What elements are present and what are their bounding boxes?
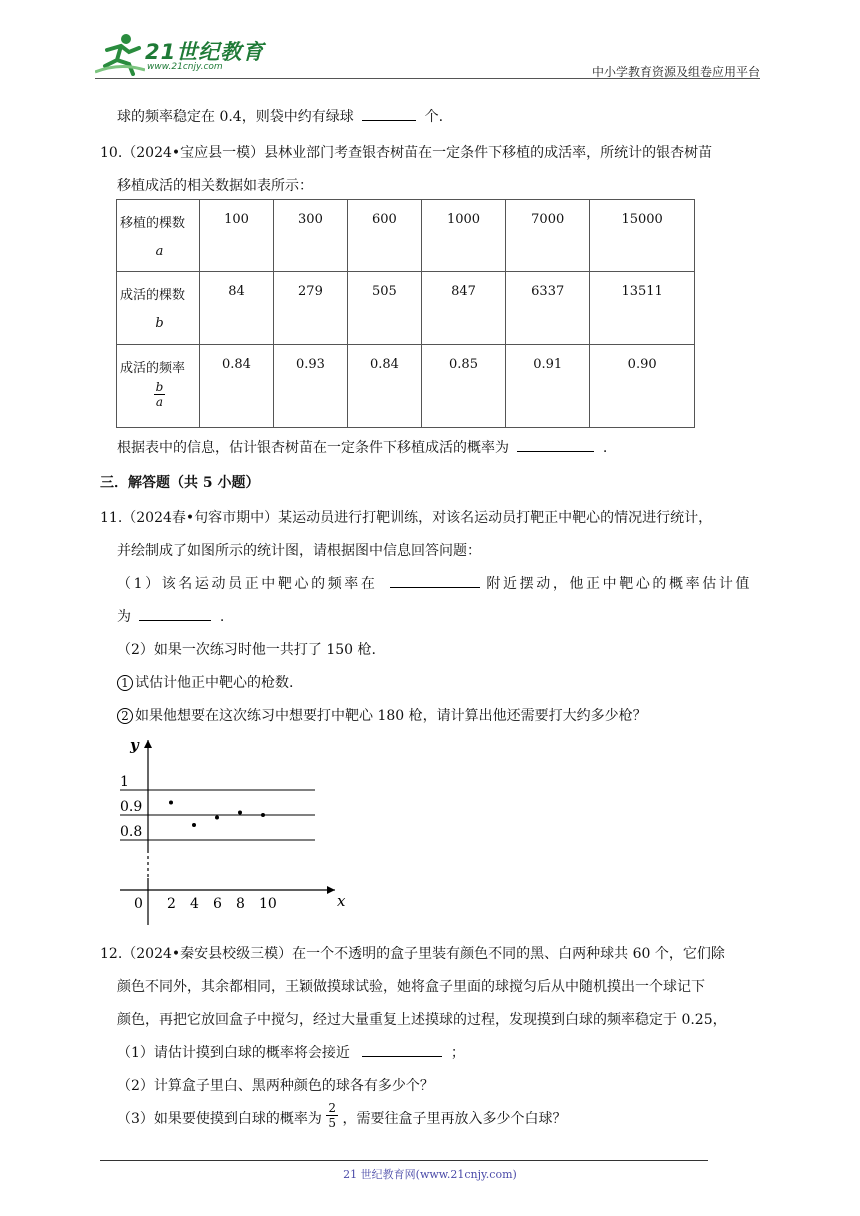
table-cell: 7000 bbox=[506, 200, 590, 272]
y-axis-label: y bbox=[130, 736, 139, 754]
q11-sub1 bbox=[117, 672, 293, 692]
y-tick-label: 0.8 bbox=[120, 824, 143, 840]
q12-part1-end: ； bbox=[450, 1045, 465, 1061]
row-header bbox=[117, 345, 200, 428]
row-header bbox=[117, 272, 200, 345]
x-tick-label: 2 bbox=[167, 896, 176, 912]
row-variable: b bbox=[155, 316, 164, 331]
row-label: 成活的频率 bbox=[120, 361, 186, 376]
q11-stem-line1: 11.（2024春•句容市期中）某运动员进行打靶训练，对该名运动员打靶正中靶心的情况进行统计， bbox=[100, 510, 713, 526]
section-title: 三．解答题（共 5 小题） bbox=[100, 475, 260, 491]
q11-sub1-text: 试估计他正中靶心的枪数. bbox=[135, 675, 294, 691]
header-divider bbox=[95, 78, 760, 79]
hit-frequency-chart bbox=[110, 730, 360, 930]
q12-stem-line2: 颜色不同外，其余都相同，王颖做摸球试验，她将盒子里面的球搅匀后从中随机摸出一个球记下 bbox=[117, 979, 705, 995]
answer-blank[interactable] bbox=[517, 438, 594, 452]
data-point bbox=[261, 813, 265, 817]
site-logo bbox=[95, 32, 265, 76]
q11-stem-line2: 并绘制成了如图所示的统计图，请根据图中信息回答问题： bbox=[117, 543, 481, 559]
table-cell: 13511 bbox=[590, 272, 695, 345]
table-cell: 300 bbox=[273, 200, 347, 272]
runner-logo-icon bbox=[95, 32, 145, 76]
table-cell: 6337 bbox=[506, 272, 590, 345]
q11-part1-line2-text: 为 bbox=[117, 609, 131, 625]
fraction-numerator: b bbox=[155, 380, 164, 394]
answer-blank[interactable] bbox=[139, 607, 211, 621]
q12-part1 bbox=[117, 1042, 465, 1062]
q12-stem-line1: 12.（2024•秦安县校级三模）在一个不透明的盒子里装有颜色不同的黑、白两种球共 60 个，它们除 bbox=[100, 946, 725, 962]
q11-part2: （2）如果一次练习时他一共打了 150 枪. bbox=[117, 642, 376, 658]
q11-part1-text: （1）该名运动员正中靶心的频率在 bbox=[117, 576, 378, 592]
y-tick-label: 1 bbox=[120, 774, 129, 790]
q11-part1-text2: 附近摆动，他正中靶心的概率估计值 bbox=[486, 576, 753, 592]
q12-part1-text: （1）请估计摸到白球的概率将会接近 bbox=[117, 1045, 350, 1061]
q9-tail-end: 个. bbox=[424, 109, 444, 125]
table-cell: 0.90 bbox=[590, 345, 695, 428]
ratio-fraction bbox=[120, 380, 199, 409]
data-point bbox=[192, 823, 196, 827]
q11-part1-line2-end: . bbox=[219, 609, 225, 625]
table-cell: 600 bbox=[347, 200, 421, 272]
q9-tail bbox=[117, 106, 443, 126]
table-cell: 0.93 bbox=[273, 345, 347, 428]
page-header bbox=[95, 30, 760, 80]
table-cell: 15000 bbox=[590, 200, 695, 272]
q11-part1 bbox=[117, 573, 752, 593]
circled-number: 1 bbox=[117, 675, 133, 691]
q11-sub2 bbox=[117, 705, 647, 725]
table-cell: 100 bbox=[200, 200, 274, 272]
table-cell: 847 bbox=[421, 272, 505, 345]
page-footer: 21 世纪教育网(www.21cnjy.com) bbox=[343, 1168, 517, 1181]
probability-fraction bbox=[326, 1101, 338, 1130]
table-row bbox=[117, 345, 695, 428]
y-tick-label: 0.9 bbox=[120, 799, 143, 815]
table-row bbox=[117, 272, 695, 345]
logo-url: www.21cnjy.com bbox=[147, 62, 223, 72]
data-point bbox=[215, 816, 219, 820]
answer-blank[interactable] bbox=[390, 574, 480, 588]
row-variable: a bbox=[155, 244, 164, 259]
table-cell: 0.84 bbox=[200, 345, 274, 428]
fraction-denominator: 5 bbox=[328, 1115, 337, 1130]
row-header bbox=[117, 200, 200, 272]
survival-table bbox=[116, 199, 695, 428]
table-cell: 0.84 bbox=[347, 345, 421, 428]
answer-blank[interactable] bbox=[362, 1043, 442, 1057]
q10-conclusion-text: 根据表中的信息，估计银杏树苗在一定条件下移植成活的概率为 bbox=[117, 440, 509, 456]
q12-stem-line3: 颜色，再把它放回盒子中搅匀，经过大量重复上述摸球的过程，发现摸到白球的频率稳定于 0.25， bbox=[117, 1012, 727, 1028]
answer-blank[interactable] bbox=[362, 107, 416, 121]
x-tick-label: 4 bbox=[190, 896, 199, 912]
table-cell: 505 bbox=[347, 272, 421, 345]
table-cell: 0.85 bbox=[421, 345, 505, 428]
footer-divider bbox=[100, 1160, 708, 1161]
data-point bbox=[169, 801, 173, 805]
row-label: 成活的棵数 bbox=[120, 288, 186, 303]
data-point bbox=[238, 811, 242, 815]
q9-tail-text: 球的频率稳定在 0.4，则袋中约有绿球 bbox=[117, 109, 354, 125]
table-cell: 279 bbox=[273, 272, 347, 345]
fraction-numerator: 2 bbox=[328, 1100, 337, 1115]
table-cell: 0.91 bbox=[506, 345, 590, 428]
q10-conclusion-end: . bbox=[602, 440, 608, 456]
q10-conclusion bbox=[117, 437, 607, 457]
q12-part3-end: ，需要往盒子里再放入多少个白球？ bbox=[342, 1111, 567, 1127]
x-tick-label: 10 bbox=[259, 896, 277, 912]
y-axis-arrow-icon bbox=[144, 740, 152, 748]
q12-part3 bbox=[117, 1100, 567, 1130]
q12-part3-text: （3）如果要使摸到白球的概率为 bbox=[117, 1111, 322, 1127]
circled-number: 2 bbox=[117, 708, 133, 724]
x-axis-arrow-icon bbox=[327, 886, 335, 894]
x-tick-label: 8 bbox=[236, 896, 245, 912]
q11-part1-line2 bbox=[117, 606, 224, 626]
table-cell: 1000 bbox=[421, 200, 505, 272]
fraction-denominator: a bbox=[155, 395, 164, 409]
x-axis-label: x bbox=[337, 892, 346, 910]
row-label: 移植的棵数 bbox=[120, 216, 186, 231]
q10-stem-line2: 移植成活的相关数据如表所示： bbox=[117, 178, 313, 194]
q11-sub2-text: 如果他想要在这次练习中想要打中靶心 180 枪，请计算出他还需要打大约多少枪？ bbox=[135, 708, 647, 724]
platform-name: 中小学教育资源及组卷应用平台 bbox=[591, 65, 760, 79]
x-tick-label: 0 bbox=[134, 896, 143, 912]
x-tick-label: 6 bbox=[213, 896, 222, 912]
table-cell: 84 bbox=[200, 272, 274, 345]
logo-text: 21世纪教育 bbox=[145, 40, 265, 64]
q10-stem-line1: 10.（2024•宝应县一模）县林业部门考查银杏树苗在一定条件下移植的成活率，所统计的银杏树苗 bbox=[100, 145, 713, 161]
q12-part2: （2）计算盒子里白、黑两种颜色的球各有多少个？ bbox=[117, 1078, 434, 1094]
table-row bbox=[117, 200, 695, 272]
